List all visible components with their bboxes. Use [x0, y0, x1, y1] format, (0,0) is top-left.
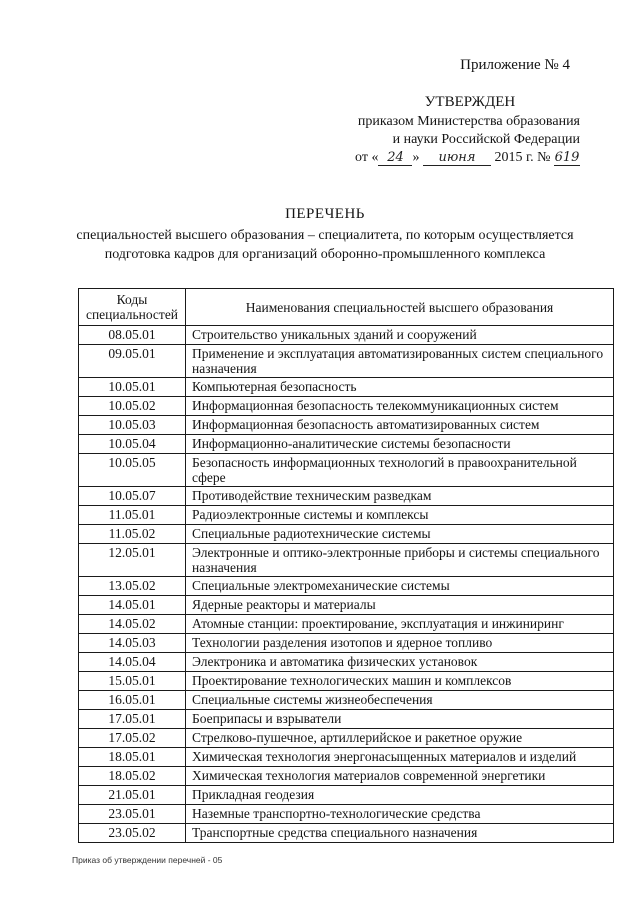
specialty-name: Применение и эксплуатация автоматизированных систем специального назначения — [186, 345, 614, 378]
specialty-name: Наземные транспортно-технологические средства — [186, 805, 614, 824]
approved-title: УТВЕРЖДЕН — [424, 94, 516, 110]
table-body — [79, 326, 614, 843]
specialty-name: Атомные станции: проектирование, эксплуатация и инжиниринг — [186, 615, 614, 634]
specialty-code: 13.05.02 — [79, 577, 186, 596]
specialty-name: Химическая технология материалов современной энергетики — [186, 767, 614, 786]
specialty-code: 14.05.03 — [79, 634, 186, 653]
footer-note: Приказ об утверждении перечней - 05 — [72, 855, 223, 865]
specialty-code: 14.05.04 — [79, 653, 186, 672]
table-row — [79, 596, 614, 615]
specialty-name: Специальные радиотехнические системы — [186, 525, 614, 544]
specialty-code: 10.05.04 — [79, 435, 186, 454]
table-row — [79, 487, 614, 506]
table-row — [79, 824, 614, 843]
specialty-name: Специальные системы жизнеобеспечения — [186, 691, 614, 710]
table-row — [79, 672, 614, 691]
specialty-code: 10.05.03 — [79, 416, 186, 435]
specialty-code: 14.05.01 — [79, 596, 186, 615]
table-row — [79, 786, 614, 805]
table-row — [79, 710, 614, 729]
table-row — [79, 345, 614, 378]
specialty-name: Радиоэлектронные системы и комплексы — [186, 506, 614, 525]
approved-line-2: и науки Российской Федерации — [392, 132, 580, 147]
specialty-code: 10.05.02 — [79, 397, 186, 416]
specialty-code: 10.05.01 — [79, 378, 186, 397]
specialty-name: Информационно-аналитические системы безопасности — [186, 435, 614, 454]
document-title — [60, 205, 590, 264]
column-header-code: Коды специальностей — [79, 289, 186, 326]
table-row — [79, 805, 614, 824]
title-heading: ПЕРЕЧЕНЬ — [285, 206, 365, 222]
specialty-code: 17.05.01 — [79, 710, 186, 729]
date-mid: » — [412, 150, 420, 165]
specialty-name: Информационная безопасность телекоммуникационных систем — [186, 397, 614, 416]
table-row — [79, 544, 614, 577]
table-row — [79, 691, 614, 710]
specialty-name: Электронные и оптико-электронные приборы и системы специального назначения — [186, 544, 614, 577]
specialty-name: Строительство уникальных зданий и сооружений — [186, 326, 614, 345]
table-row — [79, 435, 614, 454]
specialty-name: Противодействие техническим разведкам — [186, 487, 614, 506]
specialty-name: Безопасность информационных технологий в правоохранительной сфере — [186, 454, 614, 487]
date-year: 2015 г. № — [494, 150, 551, 165]
specialty-name: Боеприпасы и взрыватели — [186, 710, 614, 729]
specialty-code: 11.05.02 — [79, 525, 186, 544]
specialty-name: Прикладная геодезия — [186, 786, 614, 805]
specialty-name: Компьютерная безопасность — [186, 378, 614, 397]
table-row — [79, 378, 614, 397]
specialty-code: 11.05.01 — [79, 506, 186, 525]
specialty-code: 23.05.01 — [79, 805, 186, 824]
table-row — [79, 577, 614, 596]
approved-line-1: приказом Министерства образования — [357, 114, 580, 129]
table-row — [79, 397, 614, 416]
specialty-code: 10.05.07 — [79, 487, 186, 506]
specialty-code: 18.05.02 — [79, 767, 186, 786]
table-row — [79, 326, 614, 345]
specialty-name: Транспортные средства специального назначения — [186, 824, 614, 843]
specialty-name: Проектирование технологических машин и комплексов — [186, 672, 614, 691]
specialty-code: 15.05.01 — [79, 672, 186, 691]
table-row — [79, 767, 614, 786]
specialty-name: Технологии разделения изотопов и ядерное топливо — [186, 634, 614, 653]
approval-date-line — [320, 149, 580, 167]
specialties-table — [78, 288, 614, 843]
specialty-code: 08.05.01 — [79, 326, 186, 345]
specialty-name: Стрелково-пушечное, артиллерийское и ракетное оружие — [186, 729, 614, 748]
table-row — [79, 416, 614, 435]
specialty-code: 17.05.02 — [79, 729, 186, 748]
specialty-code: 18.05.01 — [79, 748, 186, 767]
table-row — [79, 454, 614, 487]
approval-block — [320, 93, 580, 167]
date-day: 24 — [387, 150, 404, 165]
table-row — [79, 748, 614, 767]
specialty-code: 14.05.02 — [79, 615, 186, 634]
column-header-name: Наименования специальностей высшего образования — [186, 289, 614, 326]
table-row — [79, 729, 614, 748]
table-row — [79, 653, 614, 672]
order-number: 619 — [554, 150, 580, 165]
title-line-1: специальностей высшего образования – специалитета, по которым осуществляется — [76, 228, 574, 243]
appendix-label: Приложение № 4 — [460, 57, 570, 73]
table-row — [79, 506, 614, 525]
specialty-code: 09.05.01 — [79, 345, 186, 378]
specialty-code: 12.05.01 — [79, 544, 186, 577]
specialty-code: 10.05.05 — [79, 454, 186, 487]
specialty-code: 21.05.01 — [79, 786, 186, 805]
specialty-name: Ядерные реакторы и материалы — [186, 596, 614, 615]
specialty-code: 16.05.01 — [79, 691, 186, 710]
table-row — [79, 634, 614, 653]
specialty-name: Информационная безопасность автоматизированных систем — [186, 416, 614, 435]
specialty-name: Химическая технология энергонасыщенных материалов и изделий — [186, 748, 614, 767]
table-row — [79, 615, 614, 634]
specialty-name: Электроника и автоматика физических установок — [186, 653, 614, 672]
specialty-code: 23.05.02 — [79, 824, 186, 843]
table-row — [79, 525, 614, 544]
title-line-2: подготовка кадров для организаций оборонно-промышленного комплекса — [104, 247, 546, 262]
specialty-name: Специальные электромеханические системы — [186, 577, 614, 596]
date-month: июня — [438, 150, 476, 165]
date-prefix: от « — [355, 150, 379, 165]
